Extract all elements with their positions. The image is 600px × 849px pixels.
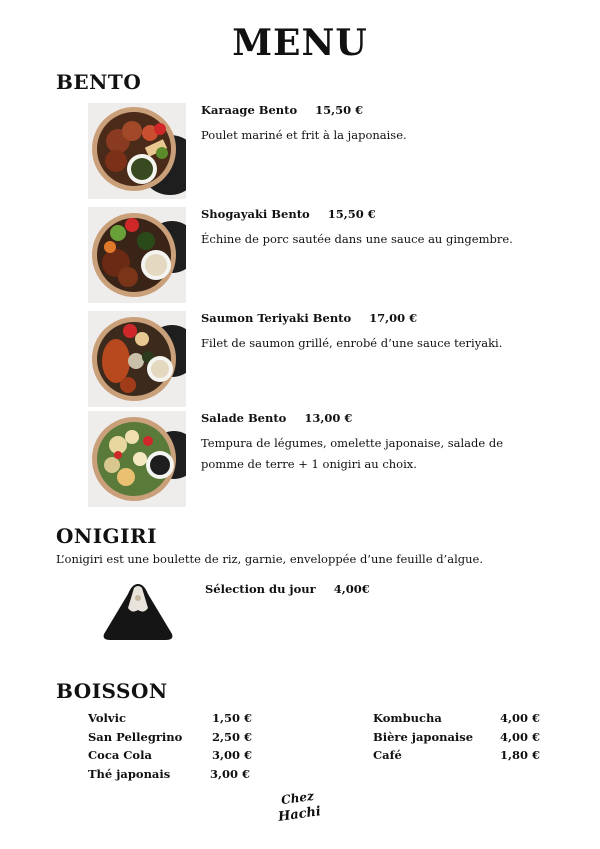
drink-name: Coca Cola [88, 748, 152, 762]
drinks-right-column [373, 711, 548, 767]
item-description: Poulet mariné et frit à la japonaise. [201, 128, 407, 142]
item-name: Karaage Bento [201, 103, 298, 117]
item-name: Shogayaki Bento [201, 207, 310, 221]
page-title: MENU [232, 22, 368, 64]
karaage-bento-photo [88, 103, 186, 199]
drink-price: 2,50 € [212, 729, 253, 744]
drink-item [88, 711, 258, 730]
menu-item-shogayaki [88, 207, 558, 307]
drink-price: 4,00 € [500, 729, 541, 744]
onigiri-item-name: Sélection du jour [205, 582, 316, 596]
drink-item [88, 748, 258, 767]
salade-bento-photo [88, 411, 186, 507]
menu-item-saumon-teriyaki [88, 311, 558, 411]
item-name: Salade Bento [201, 411, 287, 425]
onigiri-intro: L’onigiri est une boulette de riz, garnie, enveloppée d’une feuille d’algue. [56, 552, 483, 566]
item-description: Échine de porc sautée dans une sauce au gingembre. [201, 232, 513, 246]
menu-item-karaage [88, 103, 558, 203]
drink-price: 1,50 € [212, 711, 253, 725]
drink-name: San Pellegrino [88, 729, 183, 744]
shogayaki-bento-photo [88, 207, 186, 303]
drink-price: 4,00 € [500, 711, 541, 725]
onigiri-photo [100, 580, 176, 644]
saumon-teriyaki-bento-photo [88, 311, 186, 407]
section-title-boisson: BOISSON [56, 679, 168, 703]
drink-item [373, 748, 548, 767]
drink-item [88, 767, 258, 786]
section-title-onigiri: ONIGIRI [56, 524, 157, 548]
drink-name: Kombucha [373, 711, 442, 725]
item-price: 13,00 € [304, 411, 353, 425]
section-title-bento: BENTO [56, 70, 142, 94]
drink-price: 3,00 € [210, 766, 251, 781]
item-price: 15,50 € [315, 103, 364, 117]
item-price: 15,50 € [327, 207, 376, 221]
drink-name: Café [373, 748, 402, 762]
item-description: Filet de saumon grillé, enrobé d’une sauce teriyaki. [201, 336, 503, 350]
drink-name: Volvic [88, 711, 126, 725]
item-name: Saumon Teriyaki Bento [201, 311, 352, 325]
logo-line-1: Chez [280, 788, 315, 808]
chez-hachi-logo [268, 788, 332, 824]
onigiri-item-price: 4,00€ [333, 582, 370, 596]
drink-name: Bière japonaise [373, 729, 474, 744]
drink-item [373, 730, 548, 749]
logo-line-2: Hachi [277, 804, 322, 824]
drinks-left-column [88, 711, 258, 785]
item-price: 17,00 € [369, 311, 418, 325]
menu-item-salade [88, 411, 558, 511]
drink-price: 3,00 € [212, 748, 253, 762]
drink-price: 1,80 € [500, 748, 541, 762]
drink-name: Thé japonais [88, 766, 171, 781]
item-description: Tempura de légumes, omelette japonaise, salade de pomme de terre + 1 onigiri au choix. [201, 436, 504, 471]
drink-item [88, 730, 258, 749]
drink-item [373, 711, 548, 730]
